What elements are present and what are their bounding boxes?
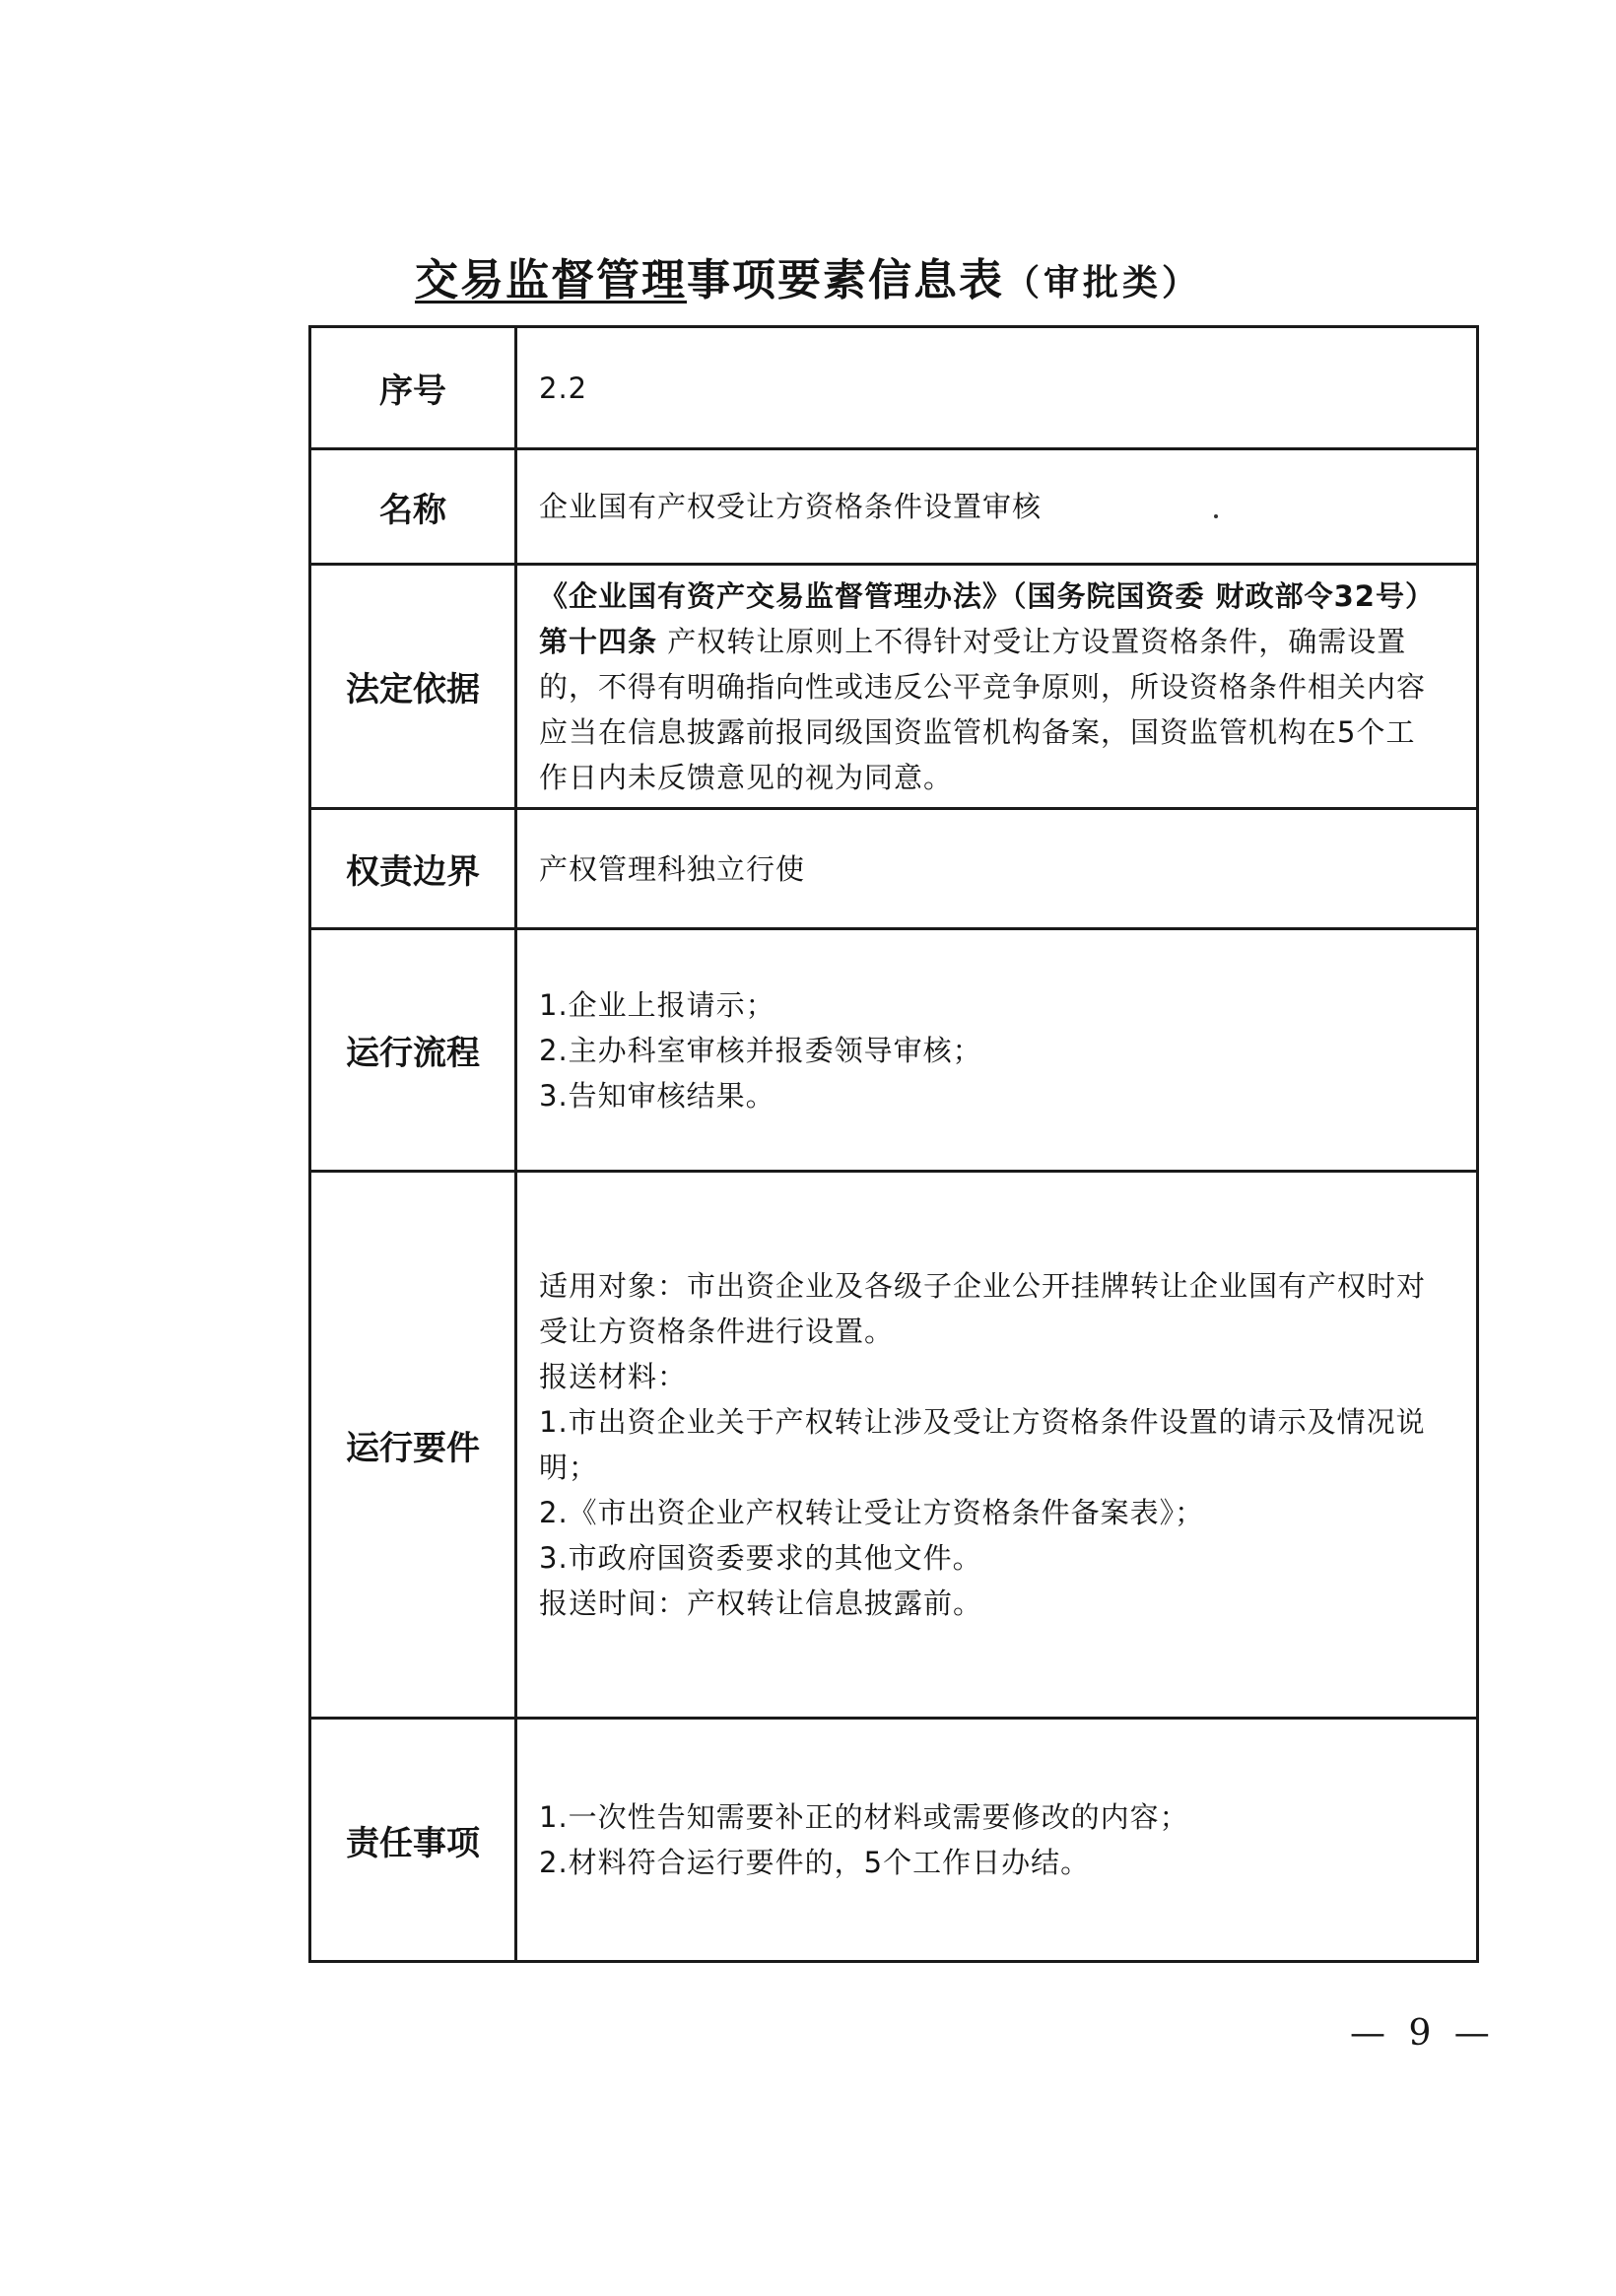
row-requirements xyxy=(310,1172,1478,1719)
responsibility-line: 2.材料符合运行要件的，5个工作日办结。 xyxy=(539,1846,1091,1879)
title-underlined-part: 交易监督管理 xyxy=(414,255,687,305)
requirement-line: 2.《市出资企业产权转让受让方资格条件备案表》； xyxy=(539,1496,1205,1529)
legal-basis-label: 法定依据 xyxy=(310,565,516,809)
requirement-line: 1.市出资企业关于产权转让涉及受让方资格条件设置的请示及情况说 xyxy=(539,1405,1426,1439)
title-subtitle: （审批类） xyxy=(1003,263,1201,304)
scan-dot-mark xyxy=(1214,514,1218,518)
row-authority xyxy=(310,809,1478,929)
legal-line-3: 应当在信息披露前报同级国资监管机构备案，国资监管机构在5个工 xyxy=(539,714,1416,749)
process-step: 3.告知审核结果。 xyxy=(539,1078,775,1113)
requirement-line: 报送材料： xyxy=(539,1360,688,1393)
legal-line-2: 的，不得有明确指向性或违反公平竞争原则，所设资格条件相关内容 xyxy=(539,669,1427,704)
info-table xyxy=(308,325,1479,1963)
legal-basis-value xyxy=(516,565,1478,809)
responsibility-line: 1.一次性告知需要补正的材料或需要修改的内容； xyxy=(539,1800,1189,1834)
process-label: 运行流程 xyxy=(310,929,516,1172)
process-step: 2.主办科室审核并报委领导审核； xyxy=(539,1033,982,1067)
legal-line-1 xyxy=(539,619,1458,664)
requirements-value xyxy=(516,1172,1478,1719)
serial-value: 2.2 xyxy=(516,327,1478,449)
page-number: — 9 — xyxy=(1350,2013,1496,2054)
name-label: 名称 xyxy=(310,449,516,565)
requirement-line: 3.市政府国资委要求的其他文件。 xyxy=(539,1541,982,1575)
process-value xyxy=(516,929,1478,1172)
process-step: 1.企业上报请示； xyxy=(539,987,775,1022)
row-legal-basis xyxy=(310,565,1478,809)
row-process xyxy=(310,929,1478,1172)
row-serial xyxy=(310,327,1478,449)
requirement-line: 报送时间：产权转让信息披露前。 xyxy=(539,1587,983,1620)
authority-label: 权责边界 xyxy=(310,809,516,929)
article-number: 第十四条 xyxy=(539,624,658,658)
page-title xyxy=(0,244,1616,307)
serial-label: 序号 xyxy=(310,327,516,449)
row-name xyxy=(310,449,1478,565)
requirements-label: 运行要件 xyxy=(310,1172,516,1719)
legal-text-1: 产权转让原则上不得针对受让方设置资格条件，确需设置 xyxy=(657,624,1407,658)
responsibility-value xyxy=(516,1719,1478,1962)
authority-value: 产权管理科独立行使 xyxy=(516,809,1478,929)
requirement-line: 明； xyxy=(539,1451,599,1484)
law-title: 《企业国有资产交易监督管理办法》（国务院国资委 财政部令32号） xyxy=(539,578,1435,613)
title-rest: 事项要素信息表 xyxy=(686,255,1004,305)
requirement-line: 受让方资格条件进行设置。 xyxy=(539,1315,895,1348)
responsibility-label: 责任事项 xyxy=(310,1719,516,1962)
requirement-line: 适用对象：市出资企业及各级子企业公开挂牌转让企业国有产权时对 xyxy=(539,1269,1427,1303)
row-responsibility xyxy=(310,1719,1478,1962)
name-value: 企业国有产权受让方资格条件设置审核 xyxy=(516,449,1478,565)
legal-line-4: 作日内未反馈意见的视为同意。 xyxy=(539,760,954,794)
